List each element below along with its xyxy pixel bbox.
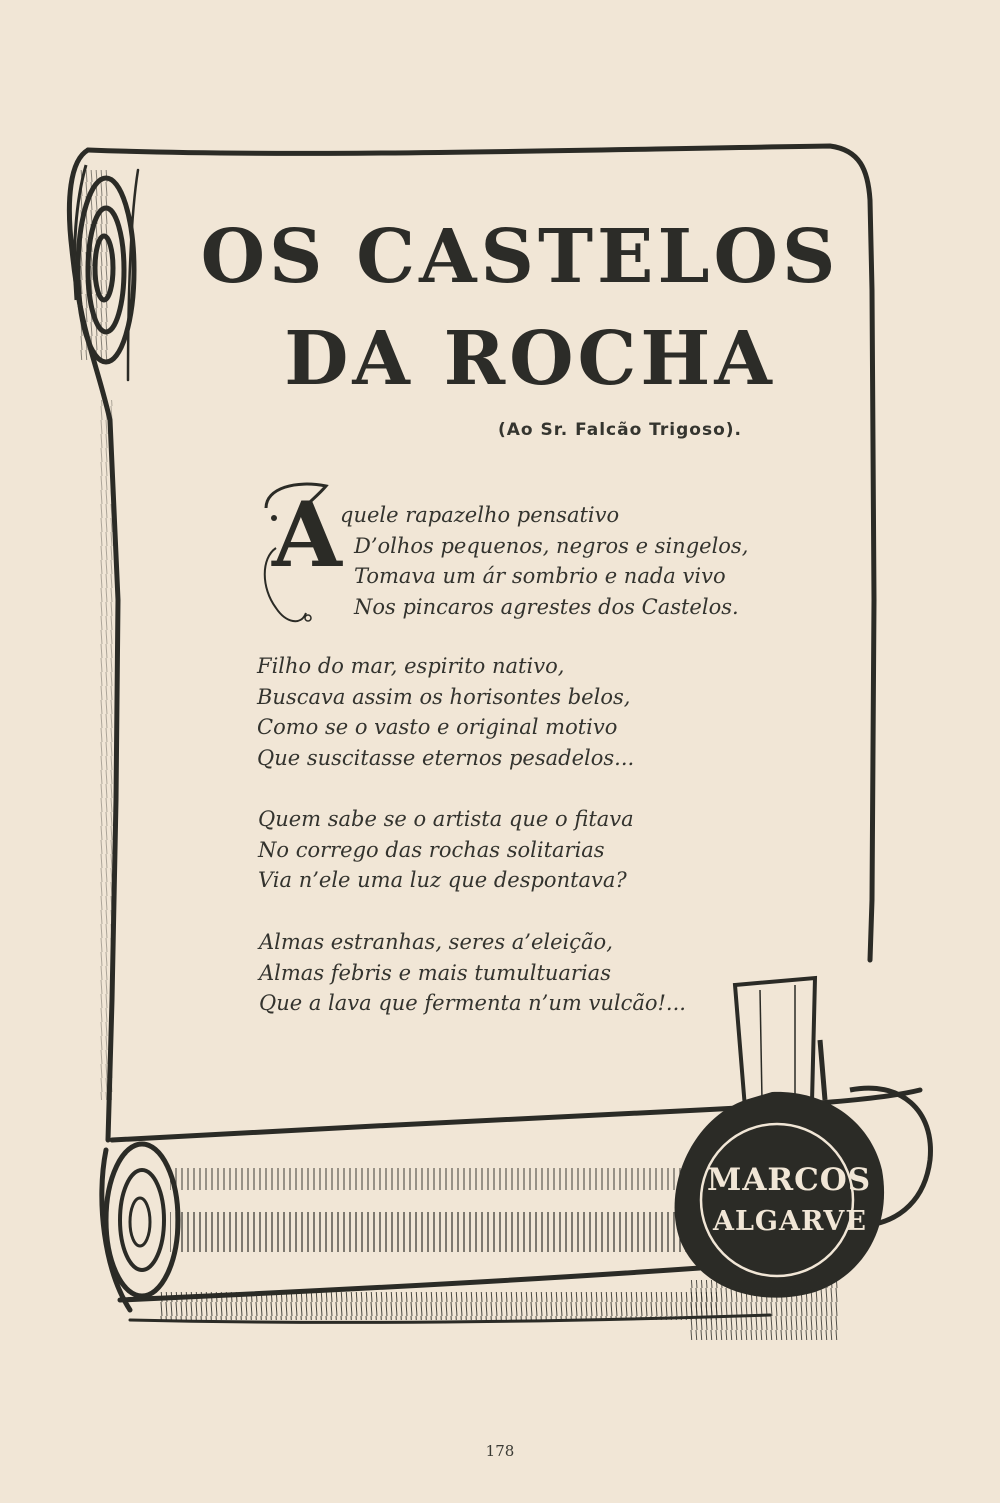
stanza-line: Via n’ele uma luz que despontava? (258, 868, 627, 892)
stanza-line: D’olhos pequenos, negros e singelos, (354, 533, 749, 558)
stanza-line: quele rapazelho pensativo (340, 503, 620, 527)
poem-title-line-1: OS CASTELOS (200, 214, 840, 300)
stanza-4 (259, 927, 686, 1019)
stanza-1 (340, 500, 748, 622)
stanza-line: Que suscitasse eternos pesadelos... (257, 745, 635, 770)
poem-dedication: (Ao Sr. Falcão Trigoso). (498, 420, 742, 440)
seal-author-first-name: MARCOS (707, 1162, 872, 1198)
stanza-line: Que a lava que fermenta n’um vulcão!... (259, 991, 686, 1015)
stanza-line: Buscava assim os horisontes belos, (257, 684, 631, 709)
stanza-line: Filho do mar, espirito nativo, (257, 654, 565, 678)
seal-author-last-name: ALGARVE (713, 1206, 867, 1237)
drop-cap (256, 478, 340, 628)
stanza-line: Almas estranhas, seres a’eleição, (259, 930, 613, 954)
stanza-line: Tomava um ár sombrio e nada vivo (354, 564, 726, 588)
stanza-line: Quem sabe se o artista que o fitava (258, 807, 634, 831)
poem-title-line-2: DA ROCHA (284, 316, 776, 402)
stanza-line: No corrego das rochas solitarias (258, 837, 605, 862)
stanza-line: Como se o vasto e original motivo (257, 715, 618, 739)
seal-ribbon (735, 978, 815, 1108)
drop-cap-letter: A (272, 482, 342, 588)
stanza-3 (258, 804, 634, 896)
stanza-2 (257, 651, 634, 773)
stanza-line: Nos pincaros agrestes dos Castelos. (354, 594, 739, 619)
stanza-line: Almas febris e mais tumultuarias (259, 960, 611, 985)
page-number: 178 (485, 1442, 515, 1460)
